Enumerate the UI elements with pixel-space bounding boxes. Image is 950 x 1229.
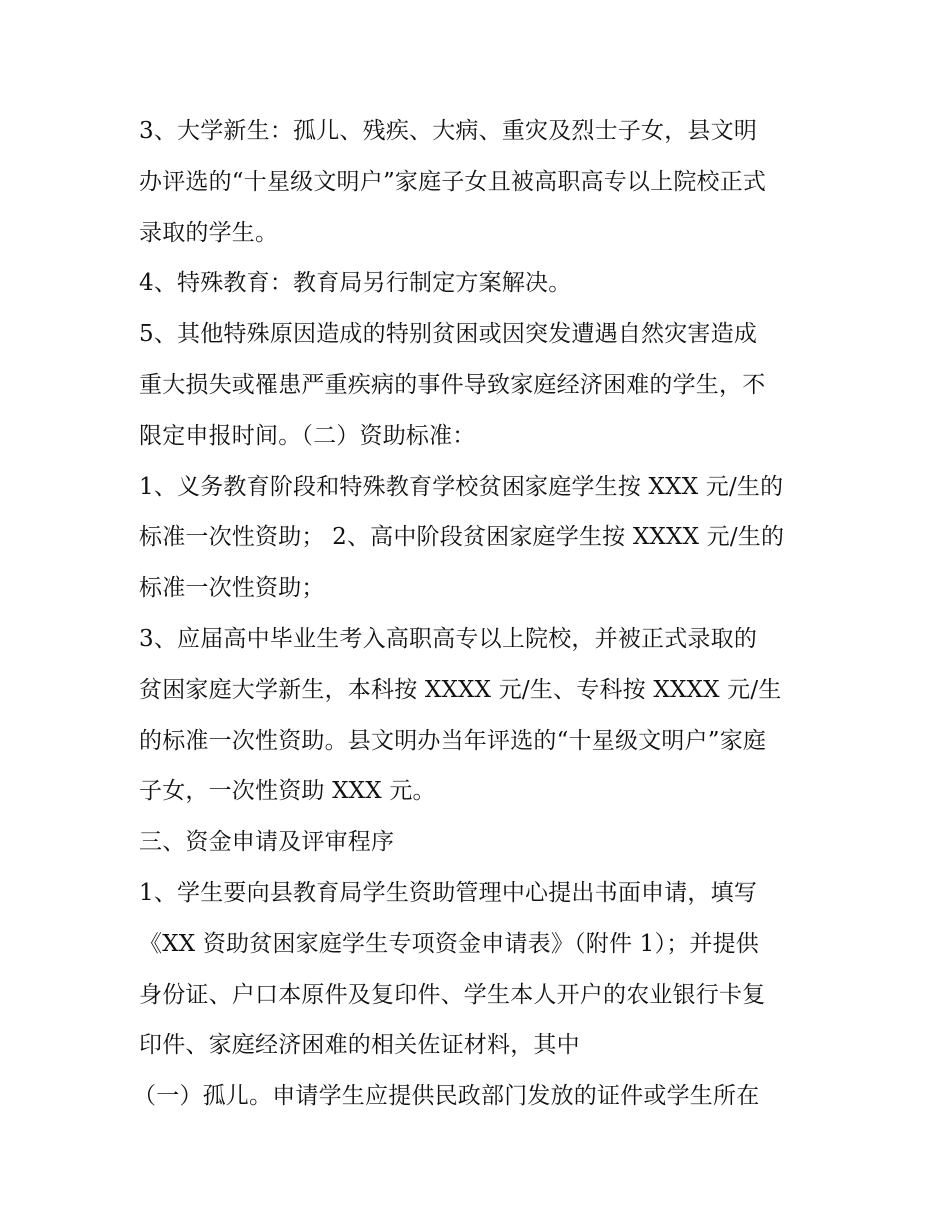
paragraph-line: 5、其他特殊原因造成的特别贫困或因突发遭遇自然灾害造成: [139, 321, 758, 348]
paragraph-line: 《XX 资助贫困家庭学生专项资金申请表》（附件 1）；并提供: [139, 930, 760, 957]
paragraph-line: 贫困家庭大学新生，本科按 XXXX 元/生、专科按 XXXX 元/生: [139, 676, 782, 703]
paragraph-line: 办评选的“十星级文明户”家庭子女且被高职高专以上院校正式: [139, 168, 767, 195]
paragraph-line: 子女，一次性资助 XXX 元。: [139, 778, 436, 805]
paragraph-line: 3、应届高中毕业生考入高职高专以上院校，并被正式录取的: [139, 625, 758, 652]
paragraph-line: 标准一次性资助； 2、高中阶段贫困家庭学生按 XXXX 元/生的: [139, 524, 785, 551]
paragraph-line: 身份证、户口本原件及复印件、学生本人开户的农业银行卡复: [139, 981, 766, 1008]
paragraph-line: 4、特殊教育：教育局另行制定方案解决。: [139, 270, 572, 297]
paragraph-line: 1、学生要向县教育局学生资助管理中心提出书面申请，填写: [139, 879, 758, 906]
paragraph-line: 3、大学新生：孤儿、残疾、大病、重灾及烈士子女，县文明: [139, 118, 758, 144]
paragraph-line: 录取的学生。: [139, 219, 279, 246]
section-heading: 三、资金申请及评审程序: [139, 829, 395, 856]
paragraph-line: 重大损失或罹患严重疾病的事件导致家庭经济困难的学生，不: [139, 371, 766, 398]
document-body: [133, 106, 819, 1122]
paragraph-line: 印件、家庭经济困难的相关佐证材料，其中: [139, 1032, 580, 1059]
paragraph-line: 1、义务教育阶段和特殊教育学校贫困家庭学生按 XXX 元/生的: [139, 473, 784, 500]
paragraph-line: 限定申报时间。（二）资助标准：: [139, 422, 476, 449]
paragraph-line: 的标准一次性资助。县文明办当年评选的“十星级文明户”家庭: [139, 727, 767, 754]
paragraph-line: （一）孤儿。申请学生应提供民政部门发放的证件或学生所在: [133, 1083, 760, 1110]
paragraph-line: 标准一次性资助；: [139, 575, 325, 602]
